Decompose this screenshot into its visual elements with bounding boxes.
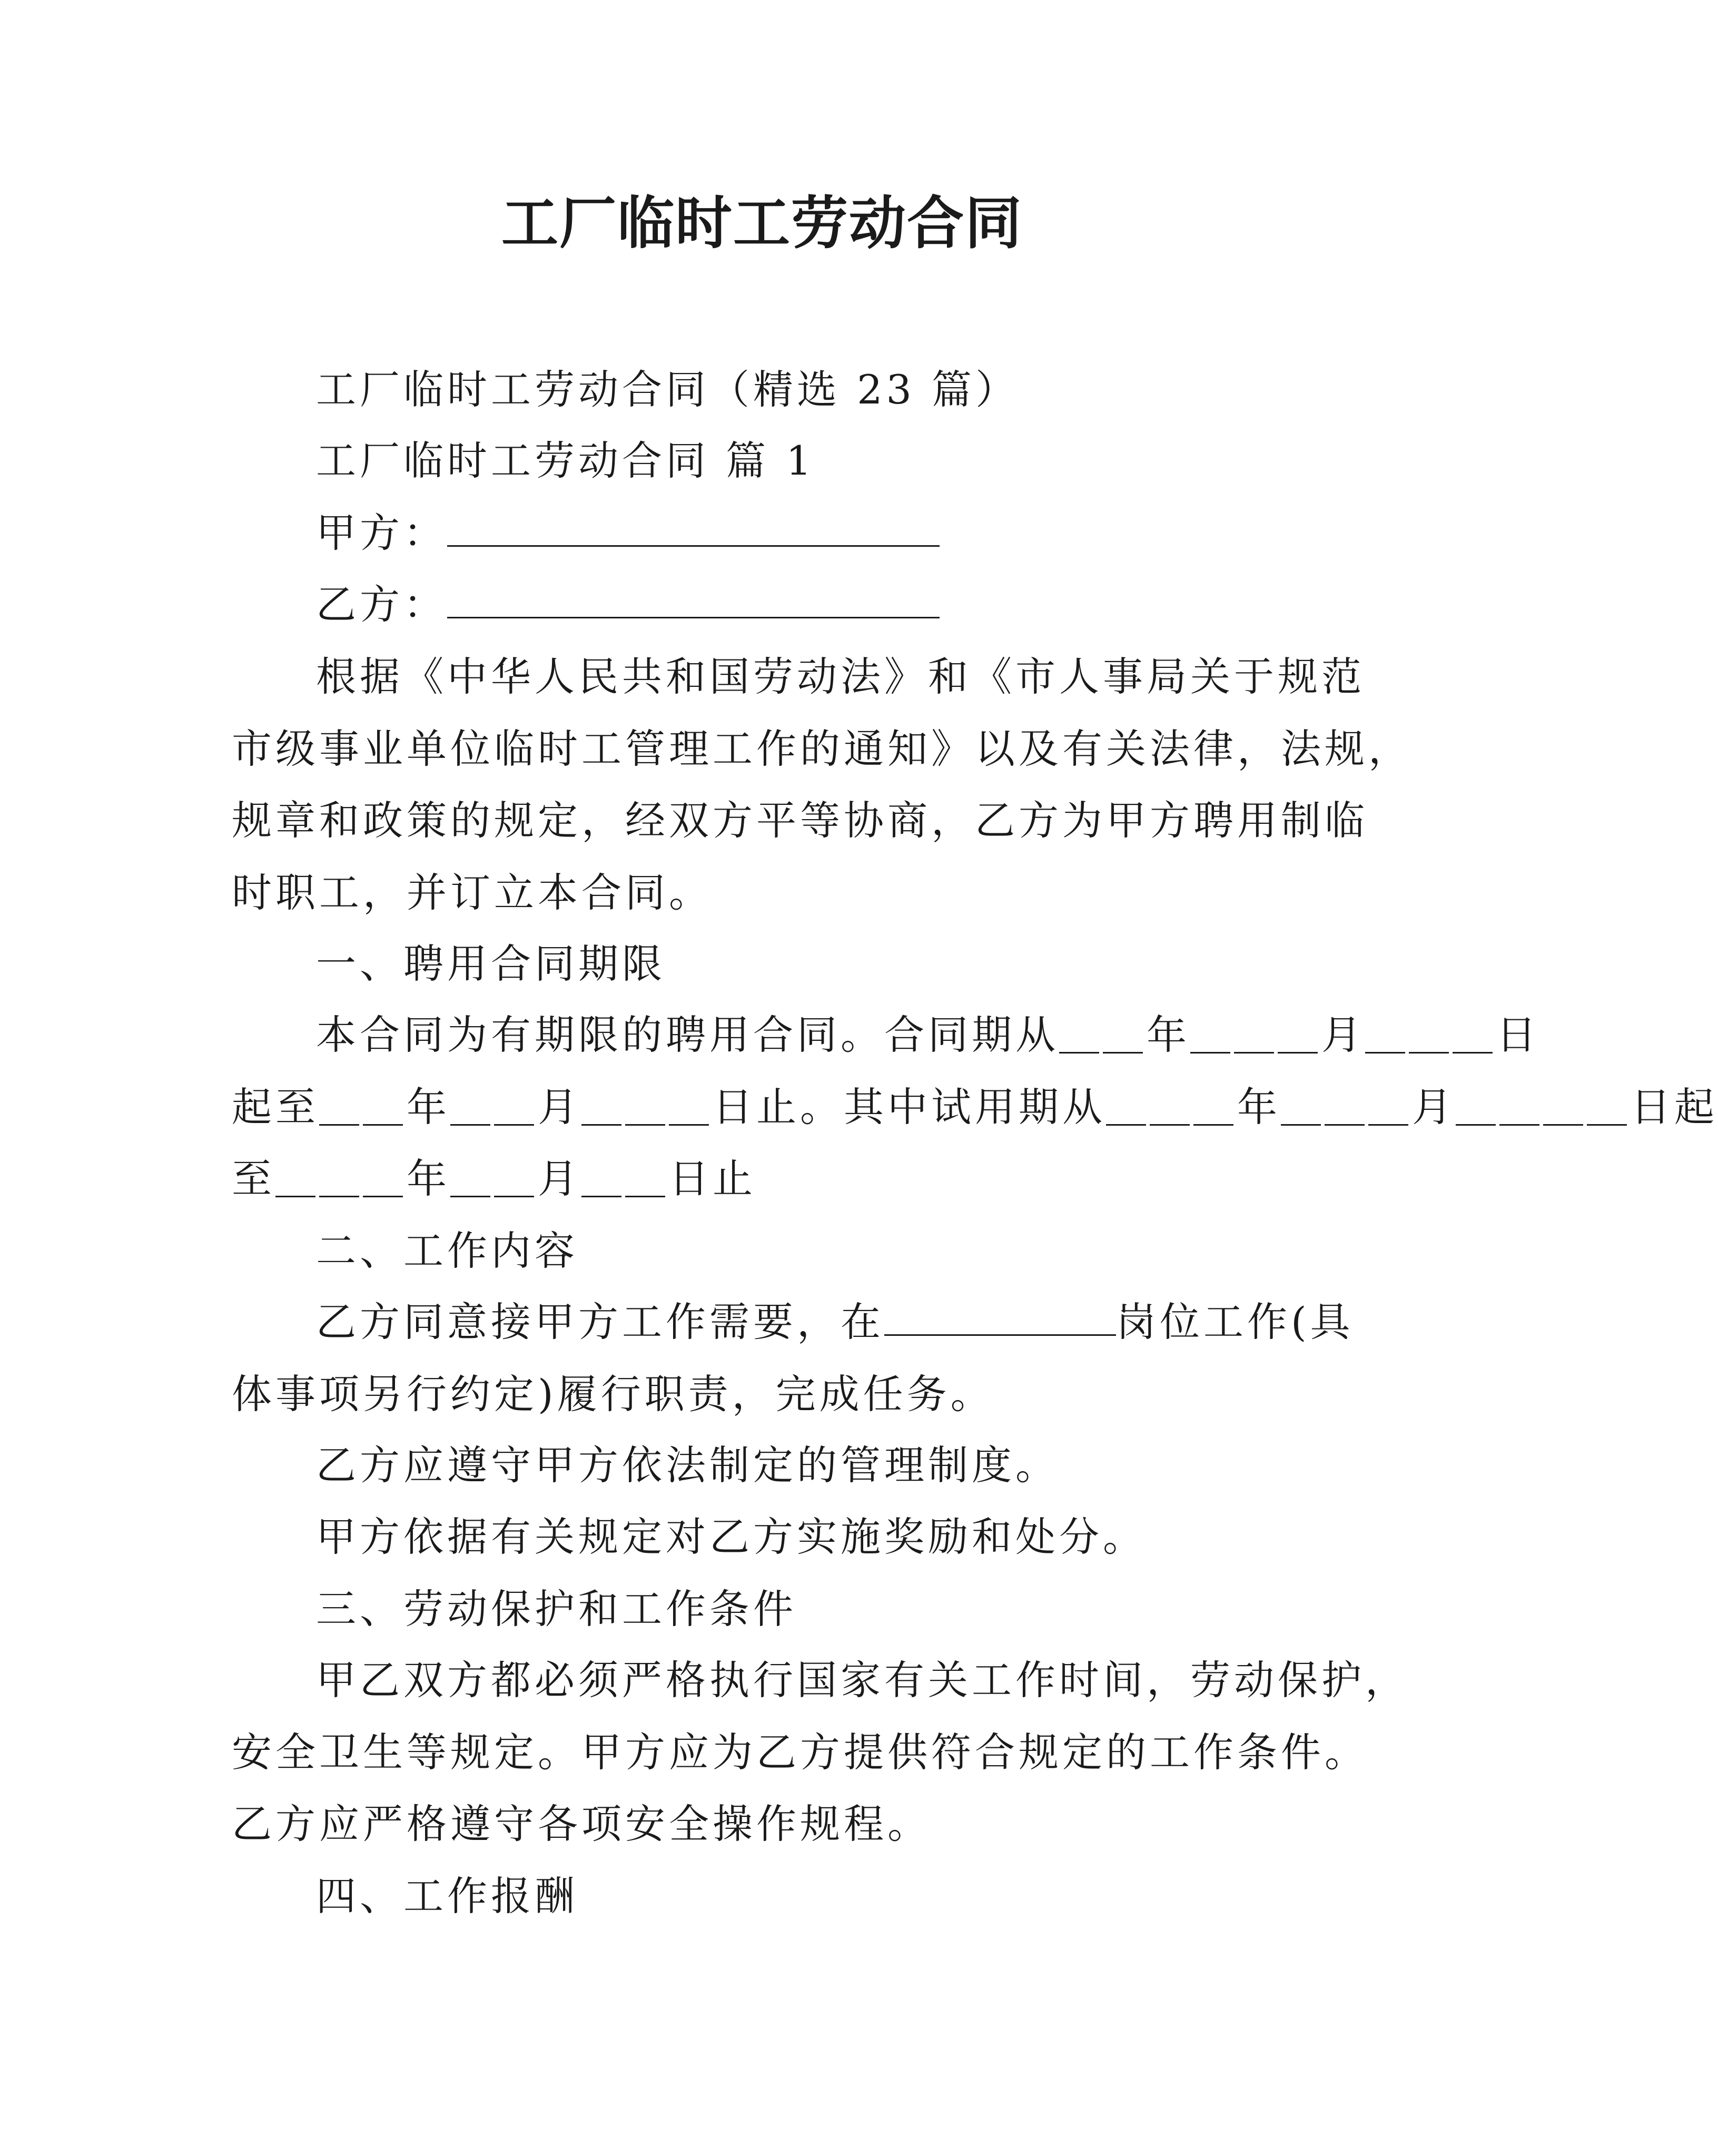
paragraph-line: 规章和政策的规定，经双方平等协商，乙方为甲方聘用制临 [232, 797, 1368, 844]
party-a-label: 甲方： [316, 509, 447, 556]
paragraph-line: 本合同为有期限的聘用合同。合同期从＿＿年＿＿＿月＿＿＿日 [316, 1011, 1540, 1058]
party-b-blank [447, 580, 940, 618]
document-title: 工厂临时工劳动合同 [501, 191, 1023, 257]
paragraph-line: 安全卫生等规定。甲方应为乙方提供符合规定的工作条件。 [232, 1729, 1368, 1776]
paragraph-line: 至＿＿＿年＿＿月＿＿日止 [232, 1155, 756, 1202]
position-line [316, 1296, 1354, 1348]
section-heading: 三、劳动保护和工作条件 [316, 1586, 797, 1632]
party-b-line [316, 578, 940, 631]
paragraph-line: 时职工，并订立本合同。 [232, 869, 713, 916]
paragraph-line: 起至＿＿年＿＿月＿＿＿日止。其中试用期从＿＿＿年＿＿＿月＿＿＿＿日起 [232, 1084, 1718, 1130]
section-heading: 四、工作报酬 [316, 1873, 578, 1919]
position-line-end: 岗位工作(具 [1116, 1298, 1354, 1345]
section-heading-line: 工厂临时工劳动合同 篇 1 [316, 437, 815, 484]
section-heading: 二、工作内容 [316, 1227, 578, 1274]
paragraph-line: 乙方应遵守甲方依法制定的管理制度。 [316, 1442, 1059, 1489]
position-blank [884, 1297, 1116, 1336]
party-a-line [316, 507, 940, 559]
party-b-label: 乙方： [316, 581, 447, 628]
paragraph-line: 体事项另行约定)履行职责，完成任务。 [232, 1371, 994, 1417]
paragraph-line: 根据《中华人民共和国劳动法》和《市人事局关于规范 [316, 653, 1365, 700]
position-line-start: 乙方同意接甲方工作需要，在 [316, 1298, 884, 1345]
paragraph-line: 乙方应严格遵守各项安全操作规程。 [232, 1800, 931, 1847]
section-heading: 一、聘用合同期限 [316, 940, 666, 987]
paragraph-line: 市级事业单位临时工管理工作的通知》以及有关法律，法规， [232, 725, 1412, 772]
paragraph-line: 甲方依据有关规定对乙方实施奖励和处分。 [316, 1513, 1147, 1560]
subtitle-line: 工厂临时工劳动合同（精选 23 篇） [316, 366, 1020, 413]
paragraph-line: 甲乙双方都必须严格执行国家有关工作时间，劳动保护， [316, 1657, 1409, 1704]
party-a-blank [447, 508, 940, 547]
